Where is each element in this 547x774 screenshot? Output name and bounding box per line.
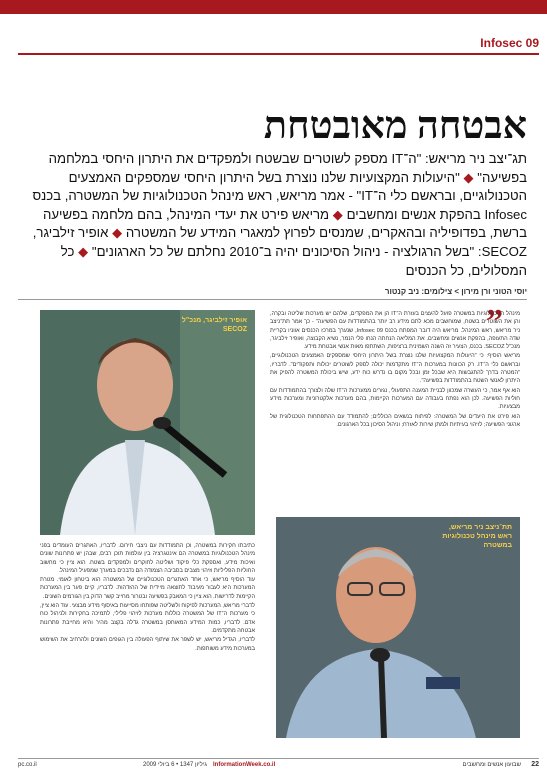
body-paragraph: הוא פירט את היעדים של המשטרה: לפיתוח בנשאים הכוללים; להתמודד עם ההתפתחות הטכנולוגית של ארגוני הפשיעה; לזיהוי בעיתיות ולמתן שירות לאזרח; וניהול הסיכון בכל הארגונים. <box>270 413 520 428</box>
article-lead <box>26 150 527 280</box>
byline: יוסי הטוני ורן מירון > צילומים: ניב קנטור <box>384 287 527 296</box>
lead-part-2: "היעולות המקצועיות שלנו נוצרת בשל היתרון היחסי שמספקים האמצעים הטכנולוגיים, ובראשם כלי ה־IT" - אמר מריאש, ראש מינהל הטכנולוגיות של המשטרה, בכנס Infosec בהפקת אנשים ומחשבים <box>32 169 527 222</box>
url-link[interactable]: pc.co.il <box>18 762 37 768</box>
diamond-bullet-icon: ◆ <box>332 206 343 222</box>
article-headline: אבטחה מאובטחת <box>263 105 527 147</box>
body-paragraph: מינהל הטכנולוגיות במשטרה פועל להעצים בעזרת ה־IT הן את המפקדים, שלהם יש מערכות שליטה ובקרה, והן את השוטרים בשטח, שמוחשבים מכא לתם מידע רב יותר בהתמודדות עם הפשיעה" - כך אמר תת־ניצב ניר מריאש, ראש המינהל. מריאש היה דובר המפתח בכנס Infosec 09, שנערך במרכז הכנסים אווניו בקריית שדה התעופה, בהפקת אנשים ומחשבים. את המליאה הנחתה הנחו פלי הנמר, נשיא הקבוצה, ואופיר זילביגר, מנכ"ל SECOZ. בכנס, הצעיר זה השנה השמינית ברציפות, השתתפו מאות אנשי אבטחת מידע. <box>270 311 520 351</box>
body-paragraph: לדבריו, הגדיל מריאש, יש לשפר את שיתוף הפעולה בין הגופים השונים ולהרחיב את השימוש במערכות מידע משותפות. <box>40 637 255 652</box>
section-divider <box>18 53 539 55</box>
website-text: InformationWeek.co.il <box>213 762 276 768</box>
portrait-illustration <box>40 310 255 535</box>
photo-ofir-zilbiger <box>40 310 255 535</box>
lead-part-5: כל המסלולים, כל הכנסים <box>60 243 527 278</box>
lead-part-1: תג־יצב ניר מריאש: "ה־IT מספק לשוטרים שבשטח ולמפקדים את היתרון היחסי במלחמה בפשיעה" <box>48 151 527 185</box>
body-column-right <box>270 310 520 525</box>
body-paragraph: כתיבתו חקירות במשטרה, וכן התמודדות עם ניצבי חירום. לדבריו, האתגרים העומדים בפני מינהל הטכנולוגיות במשטרה הם אינטגרציה בין עולמות תוכן רבים, שבהן יש פתרונות שונים ואיכות מידע, ואספקת כלי פיקוד ושליטה לחוקרים ולמפקדים בשטח. הוא ציין כי מחשוב החוליות הפליליות וזיהוי מצבים בסביבה הצמודה הם נדבכים במערך שמפעיל המינהל. <box>40 543 255 574</box>
body-paragraph: הוא אף אמר, כי העשרה שמכוון לבניית המענה התפעולי, נגזרים ממערכות ה־IT שלה ולצורך בהתמודדות עם חוליות הפשיעה. לכן הוא נפתח בעבודה עם המערכות הקיימות, בהם מערכות אלקטרוניות ומערכות מידע מבצעיות. <box>270 387 520 411</box>
page-number: 22 <box>531 761 539 768</box>
diamond-bullet-icon: ◆ <box>78 243 89 259</box>
website-link[interactable] <box>213 762 275 768</box>
footer-divider <box>18 758 539 759</box>
issue-date: גיליון 1347 • 6 ביולי 2009 <box>143 762 207 768</box>
photo-caption: אופיר זילביגר, מנכ"ל SECOZ <box>181 317 247 333</box>
lead-part-3: מריאש פירט את יעדי המינהל, בהם מלחמה בפשיעה ברשת, בפדופיליה ובהאקרים, שמנסים לפרוץ למאגרי המידע של המשטרה <box>43 206 527 241</box>
photo-caption: תת־ניצב ניר מריאש, ראש מינהל טכנולוגיות במשטרה <box>442 524 512 549</box>
diamond-bullet-icon: ◆ <box>112 225 123 241</box>
body-paragraph: עוד הוסיף מריאש, כי אחד האתגרים הטכנולוגיים של המשטרה הוא ביטחון לאומי. מטרת המערכות היא לעבור מעיבוד לתוצאה מיידית של ההזדהות. לדבריו, קיים פער בין המערכות הקיימות לדרישות. הוא ציין כי המאבק בפשיעה ובטרור מחייב קשר הדוק בין הגורמים השונים. <box>40 577 255 600</box>
byline-divider <box>18 299 527 300</box>
portrait-illustration <box>276 517 520 738</box>
magazine-name: שבועון אנשים ומחשבים <box>462 762 521 768</box>
opening-quote-mark: ” <box>486 303 503 340</box>
photo-nir-meriash <box>276 517 520 738</box>
body-column-left <box>40 542 255 742</box>
diamond-bullet-icon: ◆ <box>463 169 474 185</box>
section-tag: Infosec 09 <box>480 36 539 50</box>
body-paragraph: לדברי מריאש, המערכות לפיקוח ולשליטה שפותחו מסייעות באיסוף מידע מבצעי. עוד הוא ציין, כי מערכות ה־IT של המשטרה כוללות מערכות לזיהוי פלילי, לתמיכה בחקירות ולניהול כוח אדם. לדבריו, כמות המידע המאוחסן במשטרה גדלה בקצב מהיר והיא מחייבת פתרונות אבטחה מתקדמים. <box>40 603 255 634</box>
lead-part-4: אופיר זילביגר, SECOZ: "בשל הרגולציה - ניהול הסיכונים יהיה ב־2010 נחלתם של כל הארגונים" <box>32 225 527 259</box>
body-paragraph: מריאש הוסיף: כי "היעולות המקצועיות שלנו נוצרת בשל היתרון היחסי שמספקים האמצעים הטכנולוגיים, ובראשם כלי ה־IT. רק הכוונות במערכות ה־IT מתקדמות יכולה לספק לשוטרים יכולות ותפקודים". לדבריו, "המטרה בדרך להתגבשות היא שבכל זמן ובכל מקום בו נדרש כוח ידע, שיש ביכולת המשטרה להפיק את היתרון לאנשי השטח בהתמודדות בפשיעה". <box>270 353 520 385</box>
top-color-bar <box>0 0 547 14</box>
